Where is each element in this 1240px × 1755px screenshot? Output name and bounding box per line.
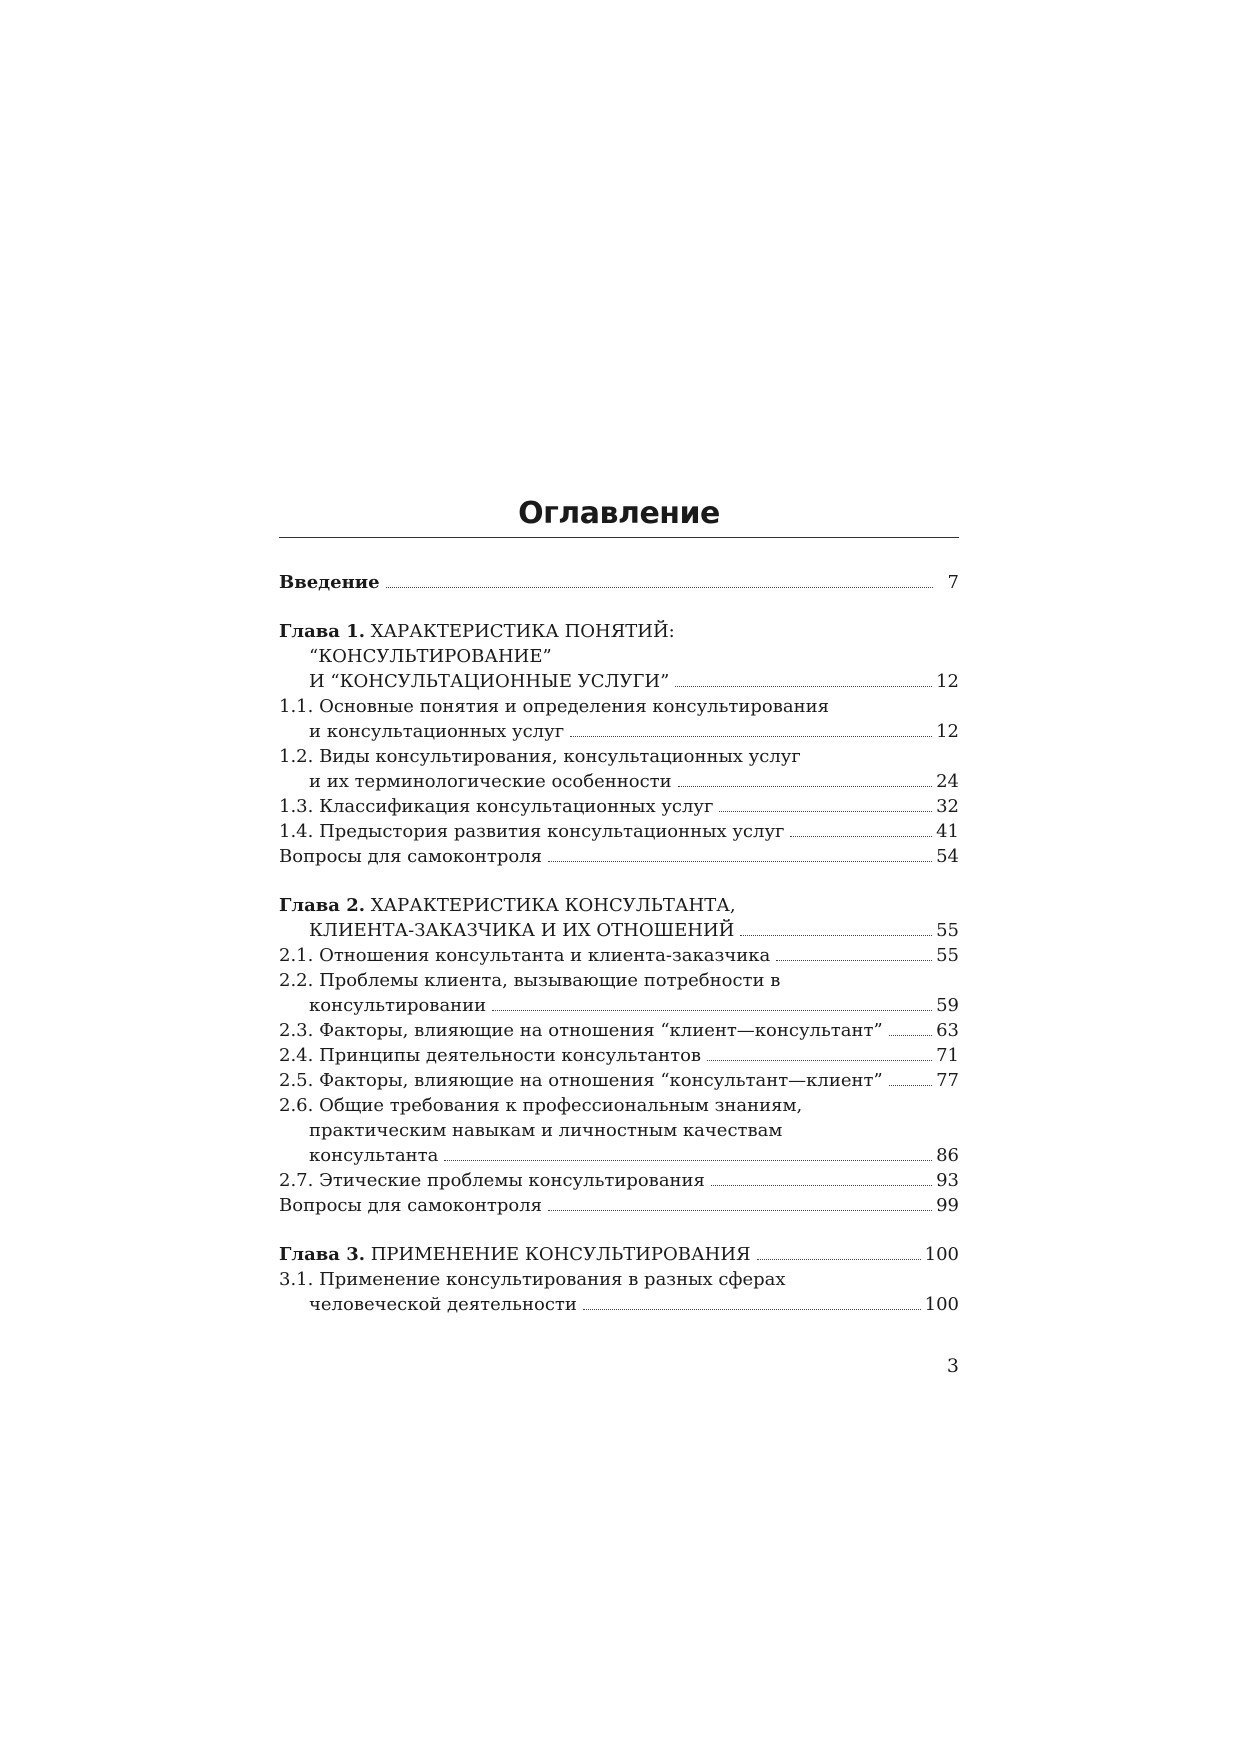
toc-entry-page: 7	[947, 572, 959, 593]
toc-entry	[279, 943, 959, 968]
toc-entry-title	[279, 1193, 542, 1218]
toc-entry	[279, 570, 959, 595]
toc-entry	[279, 893, 959, 918]
toc-entry-title	[279, 696, 829, 717]
toc-entry	[279, 1143, 959, 1168]
toc-entry	[279, 619, 959, 644]
toc-entry-title	[279, 819, 784, 844]
dot-leader	[548, 1210, 932, 1211]
toc-entry-text: “КОНСУЛЬТИРОВАНИЕ”	[309, 646, 552, 667]
toc-entry-title	[309, 993, 486, 1018]
toc-entry-page: 12	[936, 671, 959, 692]
toc-entry-title	[279, 1168, 705, 1193]
dot-leader	[757, 1259, 921, 1260]
toc-entry-text: человеческой деятельности	[309, 1294, 577, 1315]
toc-entry-title	[309, 1120, 782, 1141]
toc-entry-text: и их терминологические особенности	[309, 771, 672, 792]
toc-entry-text: 2.1. Отношения консультанта и клиента-заказчика	[279, 945, 771, 966]
toc-entry-title	[279, 794, 713, 819]
toc-entry-text: 1.4. Предыстория развития консультационных услуг	[279, 821, 785, 842]
toc-entry-page: 93	[936, 1170, 959, 1191]
toc-entry-title	[279, 570, 380, 595]
toc-entry-title	[279, 844, 542, 869]
toc-entry-text: консультировании	[309, 995, 487, 1016]
toc-entry-page: 63	[936, 1020, 959, 1041]
toc-entry-title	[279, 746, 801, 767]
toc-entry-title	[309, 769, 672, 794]
toc-entry-text: ХАРАКТЕРИСТИКА КОНСУЛЬТАНТА,	[365, 895, 736, 916]
dot-leader	[719, 811, 932, 812]
dot-leader	[444, 1160, 932, 1161]
toc-entry-text: 1.1. Основные понятия и определения консультирования	[279, 696, 829, 717]
toc-entry-text: 2.4. Принципы деятельности консультантов	[279, 1045, 702, 1066]
toc-entry-text: 2.5. Факторы, влияющие на отношения “консультант—клиент”	[279, 1070, 883, 1091]
toc-entry-text: и консультационных услуг	[309, 721, 565, 742]
toc-entry	[279, 844, 959, 869]
toc-entry	[279, 1267, 959, 1292]
dot-leader	[548, 861, 932, 862]
dot-leader	[675, 686, 932, 687]
toc-entry	[279, 694, 959, 719]
toc-entry-title	[309, 719, 564, 744]
toc-entry	[279, 1168, 959, 1193]
toc-entry-text: Вопросы для самоконтроля	[279, 846, 542, 867]
toc-section	[279, 893, 959, 1218]
toc-section	[279, 1242, 959, 1317]
toc-entry-page: 86	[936, 1145, 959, 1166]
toc-entry	[279, 918, 959, 943]
toc-entry	[279, 794, 959, 819]
toc-entry	[279, 1093, 959, 1118]
toc-entry	[279, 719, 959, 744]
dot-leader	[583, 1309, 921, 1310]
toc-entry-page: 99	[936, 1195, 959, 1216]
table-of-contents	[279, 570, 959, 1341]
toc-entry-page: 55	[936, 920, 959, 941]
toc-entry-title	[309, 1292, 577, 1317]
toc-entry	[279, 1242, 959, 1267]
toc-entry-label: Глава 1.	[279, 621, 366, 642]
toc-entry-text: 2.7. Этические проблемы консультирования	[279, 1170, 705, 1191]
toc-entry	[279, 1043, 959, 1068]
toc-entry-text: 1.2. Виды консультирования, консультационных услуг	[279, 746, 801, 767]
toc-entry-text: 2.2. Проблемы клиента, вызывающие потребности в	[279, 970, 781, 991]
toc-section	[279, 619, 959, 869]
toc-entry-title	[309, 669, 669, 694]
dot-leader	[889, 1035, 932, 1036]
toc-entry	[279, 993, 959, 1018]
toc-entry	[279, 744, 959, 769]
toc-entry-text: консультанта	[309, 1145, 439, 1166]
toc-entry-page: 100	[924, 1244, 959, 1265]
dot-leader	[570, 736, 932, 737]
dot-leader	[678, 786, 932, 787]
dot-leader	[492, 1010, 932, 1011]
toc-entry-title	[279, 1068, 883, 1093]
toc-entry-title	[279, 943, 770, 968]
toc-entry	[279, 1068, 959, 1093]
toc-entry-title	[279, 1043, 701, 1068]
toc-entry-text: ПРИМЕНЕНИЕ КОНСУЛЬТИРОВАНИЯ	[365, 1244, 751, 1265]
dot-leader	[707, 1060, 932, 1061]
dot-leader	[790, 836, 932, 837]
toc-entry	[279, 1018, 959, 1043]
toc-entry	[279, 968, 959, 993]
toc-entry	[279, 669, 959, 694]
toc-entry-title	[309, 918, 734, 943]
page-title: Оглавление	[518, 496, 720, 531]
dot-leader	[740, 935, 932, 936]
toc-entry	[279, 819, 959, 844]
toc-entry-label: Введение	[279, 572, 380, 593]
toc-entry-title	[279, 1242, 751, 1267]
toc-entry-text: 3.1. Применение консультирования в разных сферах	[279, 1269, 786, 1290]
toc-entry	[279, 644, 959, 669]
toc-entry-page: 54	[936, 846, 959, 867]
toc-entry-page: 55	[936, 945, 959, 966]
toc-entry	[279, 1292, 959, 1317]
toc-entry-label: Глава 2.	[279, 895, 366, 916]
toc-entry	[279, 1193, 959, 1218]
toc-entry-title	[309, 1143, 438, 1168]
toc-entry-title	[279, 895, 736, 916]
toc-entry	[279, 1118, 959, 1143]
toc-entry-page: 24	[936, 771, 959, 792]
toc-entry-text: И “КОНСУЛЬТАЦИОННЫЕ УСЛУГИ”	[309, 671, 670, 692]
toc-entry-page: 100	[924, 1294, 959, 1315]
toc-entry-page: 71	[936, 1045, 959, 1066]
toc-entry-label: Глава 3.	[279, 1244, 366, 1265]
dot-leader	[711, 1185, 932, 1186]
title-rule	[279, 537, 959, 538]
toc-entry-title	[279, 1095, 802, 1116]
toc-entry-title	[279, 1018, 883, 1043]
dot-leader	[889, 1085, 932, 1086]
toc-entry-title	[309, 646, 552, 667]
toc-entry-text: 2.3. Факторы, влияющие на отношения “клиент—консультант”	[279, 1020, 883, 1041]
toc-entry-text: 2.6. Общие требования к профессиональным знаниям,	[279, 1095, 803, 1116]
toc-entry-text: Вопросы для самоконтроля	[279, 1195, 542, 1216]
toc-entry-text: ХАРАКТЕРИСТИКА ПОНЯТИЙ:	[365, 621, 675, 642]
toc-entry-page: 77	[936, 1070, 959, 1091]
toc-entry-title	[279, 1269, 786, 1290]
toc-entry-title	[279, 970, 780, 991]
dot-leader	[386, 587, 933, 588]
book-page	[279, 0, 959, 1755]
toc-entry-text: практическим навыкам и личностным качествам	[309, 1120, 783, 1141]
toc-entry-text: 1.3. Классификация консультационных услуг	[279, 796, 714, 817]
toc-entry-page: 12	[936, 721, 959, 742]
toc-section	[279, 570, 959, 595]
toc-entry-page: 32	[936, 796, 959, 817]
toc-entry-page: 41	[936, 821, 959, 842]
toc-entry	[279, 769, 959, 794]
toc-entry-page: 59	[936, 995, 959, 1016]
toc-entry-title	[279, 621, 675, 642]
page-number: 3	[946, 1355, 959, 1377]
dot-leader	[776, 960, 932, 961]
toc-entry-text: КЛИЕНТА-ЗАКАЗЧИКА И ИХ ОТНОШЕНИЙ	[309, 920, 735, 941]
